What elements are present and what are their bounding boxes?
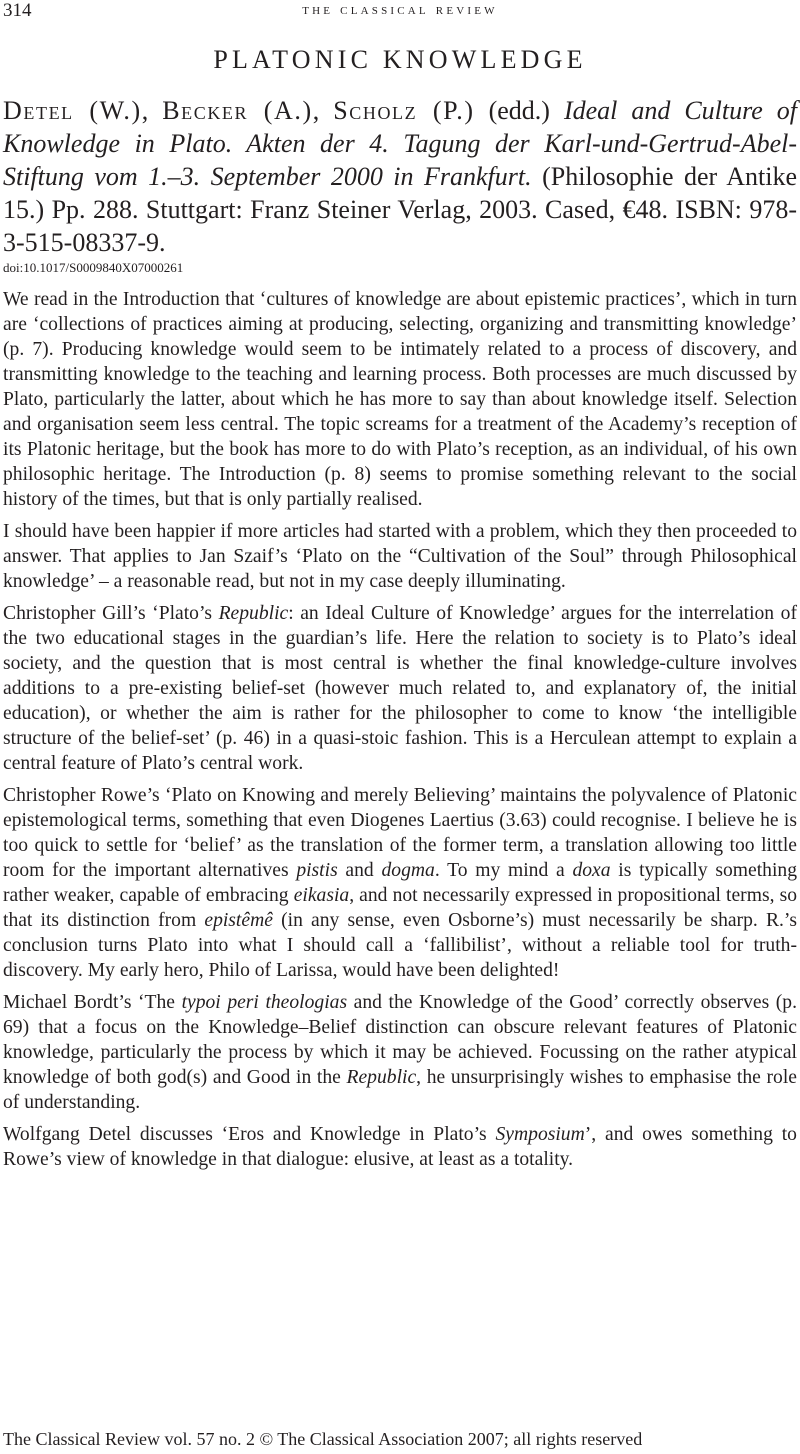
author-detel: Detel (W.) (3, 96, 142, 125)
author-scholz: Scholz (P.) (333, 96, 475, 125)
text-run: Christopher Gill’s ‘Plato’s (3, 603, 219, 624)
paragraph-introduction: We read in the Introduction that ‘cultures of knowledge are about epistemic practices’, which in turn are ‘collections of practices aiming at producing, selecting, organizing and transmitting knowledge’ (p. 7). Producing knowledge would seem to be intimately related to a process of discovery, and transmitting knowledge to the teaching and learning process. Both processes are much discussed by Plato, particularly the latter, about which he has more to say than about knowledge itself. Selection and organisation seem less central. The topic screams for a treatment of the Academy’s reception of its Platonic heritage, but the book has more to do with Plato’s reception, as an individual, of his own philosophic heritage. The Introduction (p. 8) seems to promise something relevant to the social history of the times, but that is only partially realised. (3, 289, 797, 510)
text-run: and the Knowledge of the Good’ correctly observes (p. 69) that a focus on the Knowledge–Belief distinction can obscure relevant features of Platonic knowledge, particularly the process by which it may be achieved. Focussing on the rather atypical knowledge of both god(s) and Good in the (3, 992, 797, 1088)
text-run: Wolfgang Detel discusses ‘Eros and Knowledge in Plato’s (3, 1124, 496, 1145)
italic-run: Symposium (495, 1124, 585, 1145)
italic-run: dogma (381, 860, 435, 881)
italic-run: typoi peri theologias (181, 992, 348, 1013)
doi: doi:10.1017/S0009840X07000261 (3, 260, 184, 275)
italic-run: epistêmê (204, 910, 273, 931)
running-head (3, 0, 797, 26)
italic-run: Republic (218, 603, 289, 624)
text-run: Michael Bordt’s ‘The (3, 992, 182, 1013)
author-becker: Becker (A.) (162, 96, 313, 125)
book-title: Ideal and Culture of Knowledge in Plato. Akten der 4. Tagung der Karl-und-Gertrud-Abel-Stiftung vom 1.–3. September 2000 in Frankfurt. (3, 96, 798, 191)
book-citation: Detel (W.), Becker (A.), Scholz (P.) (edd.) Ideal and Culture of Knowledge in Plato. Akten der 4. Tagung der Karl-und-Gertrud-Abel-Stiftung vom 1.–3. September 2000 in Frankfurt. (Philosophie der Antike 15.) Pp. 288. Stuttgart: Franz Steiner Verlag, 2003. Cased, €48. ISBN: 978-3-515-08337-9. (3, 96, 798, 257)
italic-run: pistis (296, 860, 338, 881)
text-run: is typically something rather weaker, capable of embracing (3, 860, 797, 906)
review-body (3, 287, 797, 1172)
text-run: Christopher Rowe’s ‘Plato on Knowing and merely Believing’ maintains the polyvalence of Platonic epistemological terms, something that even Diogenes Laertius (3.63) could recognise. I believe he is too quick to settle for ‘belief’ as the translation of the former term, a translation allowing too little room for the important alternatives (3, 785, 797, 881)
journal-running-title: the classical review (302, 2, 498, 18)
editors-suffix: (edd.) (488, 96, 550, 125)
section-title: PLATONIC KNOWLEDGE (213, 45, 587, 74)
paragraph-rowe (3, 783, 797, 983)
publication-details: (Philosophie der Antike 15.) Pp. 288. Stuttgart: Franz Steiner Verlag, 2003. Cased, €48. ISBN: 978-3-515-08337-9. (3, 162, 798, 257)
paragraph-detel (3, 1122, 797, 1172)
text-run: ’, and owes something to Rowe’s view of knowledge in that dialogue: elusive, at least as a totality. (3, 1124, 797, 1170)
text-run: , he unsurprisingly wishes to emphasise the role of understanding. (3, 1067, 797, 1113)
italic-run: Republic (346, 1067, 417, 1088)
copyright-footer: The Classical Review vol. 57 no. 2 © The Classical Association 2007; all rights reserved (3, 1429, 643, 1449)
paragraph-szaif: I should have been happier if more articles had started with a problem, which they then proceeded to answer. That applies to Jan Szaif’s ‘Plato on the “Cultivation of the Soul” through Philosophical knowledge’ – a reasonable read, but not in my case deeply illuminating. (3, 521, 797, 592)
italic-run: eikasia (293, 885, 350, 906)
page-number: 314 (3, 0, 32, 21)
text-run: . To my mind a (434, 860, 573, 881)
paragraph-gill (3, 601, 797, 776)
text-run: , and not necessarily expressed in propositional terms, so that its distinction from (3, 885, 797, 931)
paragraph-bordt (3, 990, 797, 1115)
text-run: and (337, 860, 382, 881)
text-run: : an Ideal Culture of Knowledge’ argues for the interrelation of the two educational stages in the guardian’s life. Here the relation to society is to Plato’s ideal society, and the question that is most central is whether the final knowledge-culture involves additions to a pre-existing belief-set (however much related to, and explanatory of, the initial education), or whether the aim is rather for the philosopher to come to know ‘the intelligible structure of the belief-set’ (p. 46) in a quasi-stoic fashion. This is a Herculean attempt to explain a central feature of Plato’s central work. (3, 603, 797, 774)
text-run: (in any sense, even Osborne’s) must necessarily be sharp. R.’s conclusion turns Plato into what I should call a ‘fallibilist’, without a reliable tool for truth-discovery. My early hero, Philo of Larissa, would have been delighted! (3, 910, 797, 981)
italic-run: doxa (572, 860, 611, 881)
